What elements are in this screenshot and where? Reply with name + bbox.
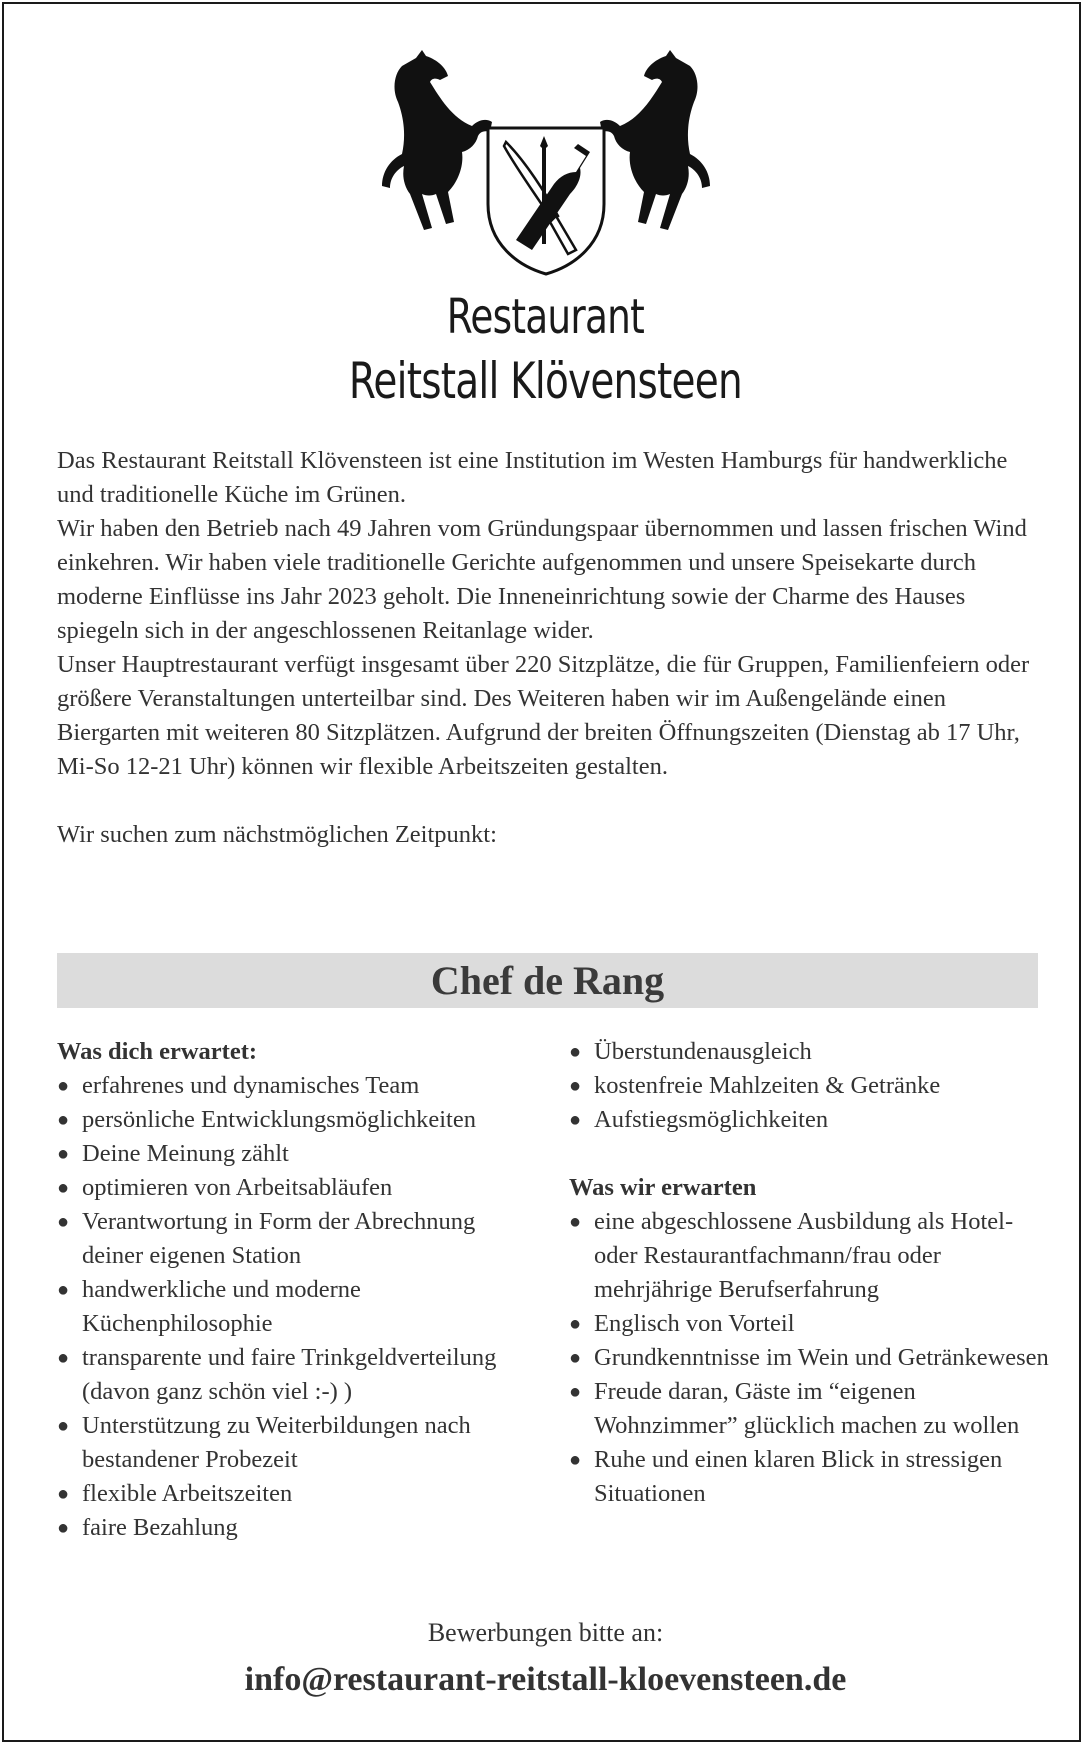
apply-email[interactable]: info@restaurant-reitstall-kloevensteen.de	[244, 1661, 847, 1698]
list-item: ● Ruhe und einen klaren Blick in stressigen Situationen	[569, 1443, 1059, 1511]
list-item: ● kostenfreie Mahlzeiten & Getränke	[569, 1069, 1059, 1103]
list-item: ● Deine Meinung zählt	[57, 1137, 527, 1171]
list-item: ● Englisch von Vorteil	[569, 1307, 1059, 1341]
intro-paragraph: Unser Hauptrestaurant verfügt insgesamt über 220 Sitzplätze, die für Gruppen, Familienfeiern oder größere Veranstaltungen unterteilbar sind. Des Weiteren haben wir im Außengelände einen Biergarten mit weiteren 80 Sitzplätzen. Aufgrund der breiten Öffnungszeiten (Dienstag ab 17 Uhr, Mi-So 12-21 Uhr) können wir flexible Arbeitszeiten gestalten.	[57, 651, 1030, 780]
apply-label: Bewerbungen bitte an:	[427, 1618, 664, 1647]
logo	[4, 44, 1087, 284]
requirements-heading: Was wir erwarten	[569, 1174, 757, 1201]
offer-column-left	[57, 1035, 527, 1545]
list-item: ● optimieren von Arbeitsabläufen	[57, 1171, 527, 1205]
list-item: ● Freude daran, Gäste im “eigenen Wohnzimmer” glücklich machen zu wollen	[569, 1375, 1059, 1443]
intro-text	[57, 444, 1047, 852]
list-item: ● faire Bezahlung	[57, 1511, 527, 1545]
crest-with-horses-icon	[356, 44, 736, 284]
offer-list	[57, 1069, 527, 1545]
list-item: ● persönliche Entwicklungsmöglichkeiten	[57, 1103, 527, 1137]
list-item: ● flexible Arbeitszeiten	[57, 1477, 527, 1511]
offer-heading: Was dich erwartet:	[57, 1038, 258, 1065]
offer-list-continued	[569, 1035, 1059, 1137]
brand-name-line-1: Restaurant	[446, 289, 644, 345]
list-item: ● erfahrenes und dynamisches Team	[57, 1069, 527, 1103]
job-ad-frame	[2, 2, 1081, 1742]
offer-column-right	[569, 1035, 1059, 1511]
intro-paragraph: Das Restaurant Reitstall Klövensteen ist eine Institution im Westen Hamburgs für handwerkliche und traditionelle Küche im Grünen.	[57, 447, 1008, 508]
brand-name-line-2: Reitstall Klövensteen	[348, 352, 742, 410]
requirements-list	[569, 1205, 1059, 1511]
list-item: ● handwerkliche und moderne Küchenphilosophie	[57, 1273, 527, 1341]
list-item: ● Überstundenausgleich	[569, 1035, 1059, 1069]
job-title: Chef de Rang	[57, 953, 1038, 1008]
list-item: ● Aufstiegsmöglichkeiten	[569, 1103, 1059, 1137]
seeking-line: Wir suchen zum nächstmöglichen Zeitpunkt:	[57, 821, 497, 848]
list-item: ● transparente und faire Trinkgeldverteilung (davon ganz schön viel :-) )	[57, 1341, 527, 1409]
intro-paragraph: Wir haben den Betrieb nach 49 Jahren vom Gründungspaar übernommen und lassen frischen Wind einkehren. Wir haben viele traditionelle Gerichte aufgenommen und unsere Speisekarte durch moderne Einflüsse ins Jahr 2023 geholt. Die Inneneinrichtung sowie der Charme des Hauses spiegeln sich in der angeschlossenen Reitanlage wider.	[57, 515, 1027, 644]
list-item: ● Grundkenntnisse im Wein und Getränkewesen	[569, 1341, 1059, 1375]
list-item: ● eine abgeschlossene Ausbildung als Hotel- oder Restaurantfachmann/frau oder mehrjährige Berufserfahrung	[569, 1205, 1059, 1307]
list-item: ● Verantwortung in Form der Abrechnung deiner eigenen Station	[57, 1205, 527, 1273]
list-item: ● Unterstützung zu Weiterbildungen nach bestandener Probezeit	[57, 1409, 527, 1477]
